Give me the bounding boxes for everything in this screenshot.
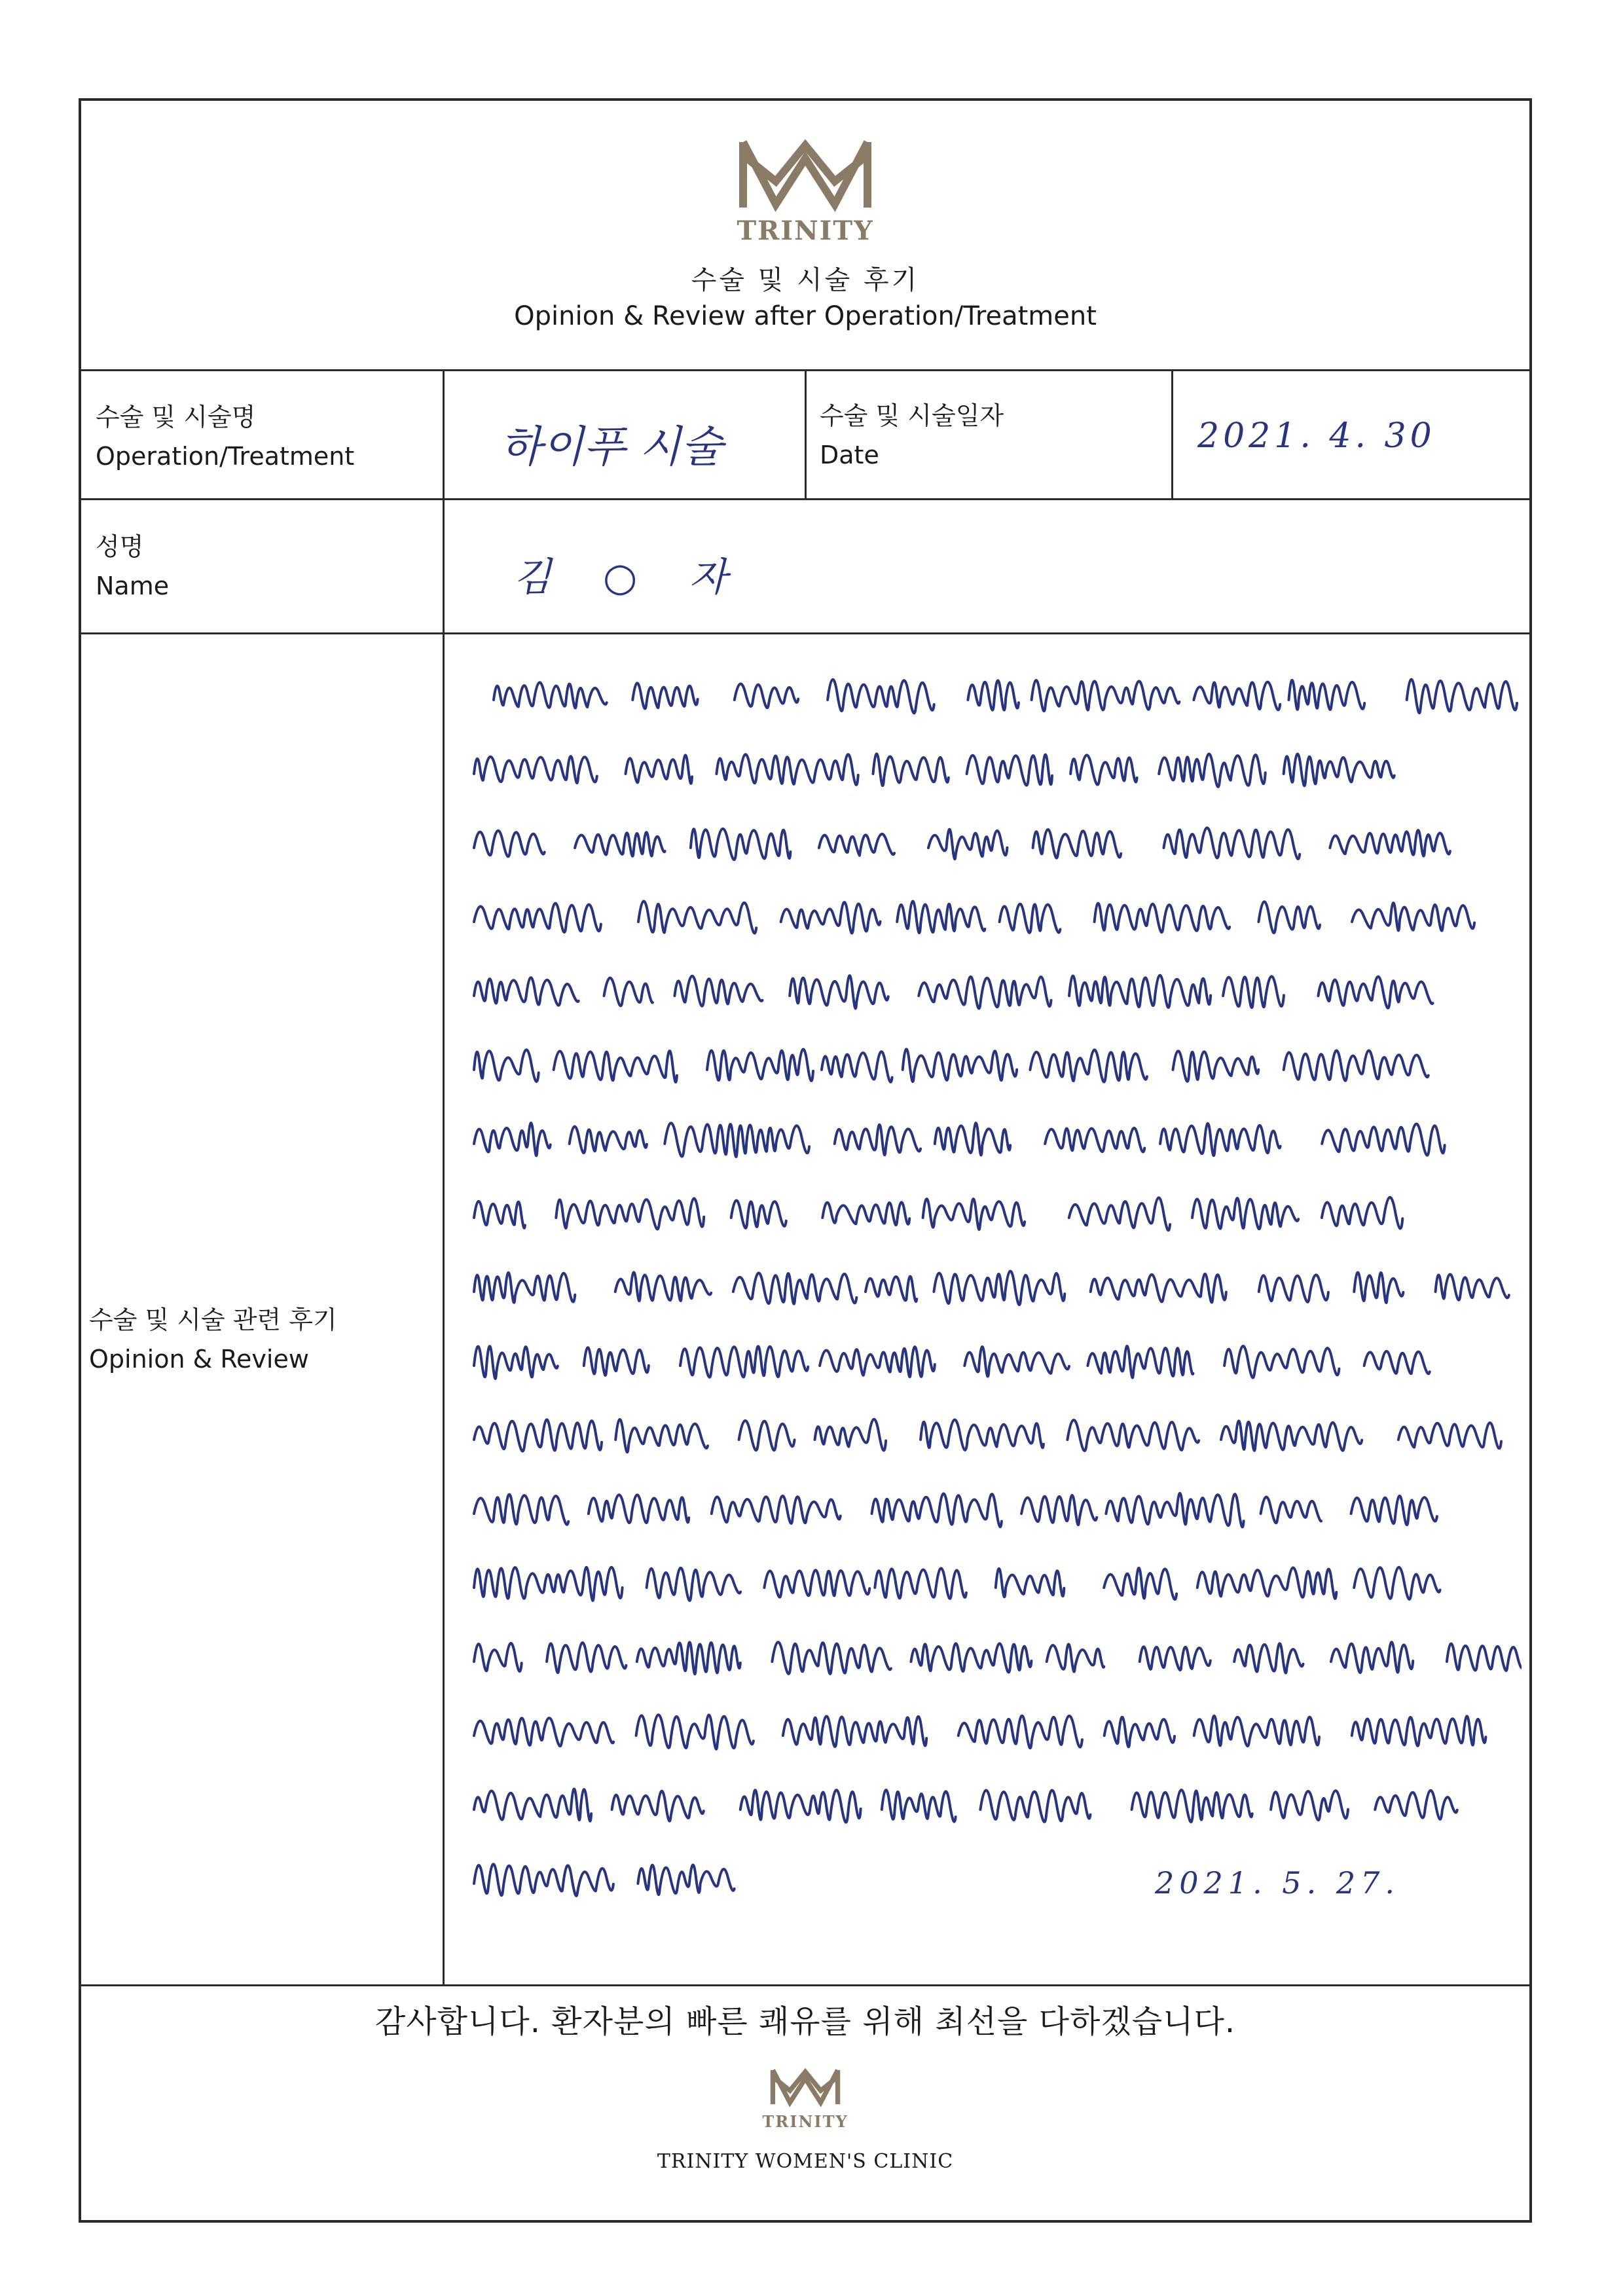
brand-name-small: TRINITY: [762, 2112, 848, 2131]
handwriting-word: [554, 1051, 677, 1082]
handwriting-word: [1330, 830, 1450, 856]
form-title-en: Opinion & Review after Operation/Treatment: [514, 301, 1097, 331]
handwriting-word: [1322, 1124, 1444, 1156]
handwriting-word: [474, 977, 579, 1006]
handwriting-word: [928, 829, 1007, 859]
handwriting-word: [474, 1273, 575, 1303]
handwriting-word: [873, 754, 949, 786]
handwriting-word: [897, 902, 985, 933]
crown-icon-small: [766, 2065, 845, 2112]
handwriting-word: [1159, 754, 1266, 787]
handwriting-word: [1087, 1346, 1193, 1377]
handwriting-word: [1354, 1567, 1440, 1599]
handwriting-word: [638, 1865, 734, 1895]
handwriting-word: [1095, 903, 1230, 932]
handwriting-word: [875, 1569, 966, 1599]
operation-label-en: Operation/Treatment: [96, 442, 355, 471]
date-label: [820, 395, 1004, 469]
form-frame: [79, 98, 1532, 2223]
handwriting-word: [1259, 1275, 1328, 1302]
handwriting-word: [903, 1049, 1017, 1082]
review-label-en: Opinion & Review: [89, 1345, 309, 1374]
handwriting-word: [691, 829, 791, 860]
handwriting-word: [1194, 682, 1280, 710]
handwriting-word: [1284, 754, 1395, 786]
column-divider: [1171, 369, 1173, 498]
name-label: [81, 500, 445, 632]
handwriting-word: [474, 1346, 558, 1379]
handwriting-word: [1284, 1051, 1429, 1081]
handwriting-word: [1351, 1496, 1437, 1525]
name-label-en: Name: [96, 572, 170, 600]
handwriting-word: [716, 754, 858, 785]
handwriting-word: [919, 977, 1051, 1009]
handwriting-word: [822, 1051, 892, 1082]
handwriting-word: [1000, 904, 1061, 933]
handwriting-word: [980, 1790, 1090, 1821]
handwriting-word: [935, 1123, 1010, 1155]
handwriting-word: [1070, 755, 1137, 784]
handwriting-word: [570, 1127, 647, 1153]
date-value: 2021. 4. 30: [1197, 416, 1436, 456]
handwriting-word: [1319, 977, 1433, 1008]
handwriting-word: [547, 1643, 626, 1673]
handwriting-word: [474, 1049, 539, 1082]
review-label-ko: 수술 및 시술 관련 후기: [89, 1305, 337, 1334]
handwriting-word: [1140, 1647, 1211, 1670]
handwriting-word: [781, 902, 881, 933]
handwriting-word: [612, 1791, 704, 1821]
review-handwriting: [461, 661, 1522, 1944]
operation-row: [81, 369, 1529, 500]
handwriting-word: [1069, 975, 1211, 1008]
handwriting-word: [733, 1273, 856, 1303]
handwriting-word: [1375, 1791, 1457, 1819]
handwriting-word: [707, 1049, 813, 1081]
handwriting-word: [474, 1495, 568, 1525]
handwriting-word: [1047, 1644, 1104, 1671]
handwriting-word: [1261, 1497, 1322, 1523]
handwriting-word: [615, 1419, 708, 1452]
handwriting-word: [921, 1420, 1044, 1450]
handwriting-word: [680, 1346, 808, 1377]
handwriting-word: [632, 683, 697, 708]
handwriting-word: [1045, 1128, 1144, 1152]
handwriting-word: [575, 832, 665, 856]
handwriting-word: [790, 975, 888, 1008]
handwriting-word: [1352, 1716, 1486, 1745]
handwriting-word: [638, 902, 756, 934]
handwriting-word: [819, 834, 894, 856]
handwriting-word: [1234, 1643, 1303, 1673]
handwriting-word: [923, 1199, 1025, 1230]
handwriting-word: [626, 756, 693, 784]
handwriting-word: [1104, 1568, 1176, 1599]
form-header: [81, 101, 1529, 371]
handwriting-word: [996, 1569, 1065, 1597]
handwriting-word: [1164, 828, 1300, 859]
handwriting-word: [866, 1277, 917, 1302]
handwriting-word: [1069, 1197, 1170, 1230]
brand-name: TRINITY: [737, 215, 874, 246]
handwriting-word: [911, 1643, 1032, 1672]
handwriting-word: [474, 1789, 591, 1821]
handwriting-word: [474, 1567, 623, 1601]
handwriting-word: [1352, 903, 1474, 931]
handwriting-word: [1364, 1351, 1430, 1374]
handwriting-word: [872, 1493, 1002, 1527]
handwriting-word: [735, 684, 798, 708]
handwriting-word: [712, 1496, 841, 1523]
handwriting-word: [474, 1123, 551, 1156]
handwriting-word: [1331, 1642, 1413, 1673]
handwriting-word: [665, 1123, 809, 1156]
handwriting-word: [474, 831, 545, 857]
handwriting-word: [589, 1495, 689, 1523]
handwriting-word: [822, 1202, 909, 1225]
handwriting-word: [772, 1642, 891, 1674]
review-row: [81, 634, 1529, 1986]
handwriting-word: [739, 1421, 795, 1450]
handwriting-word: [815, 1419, 886, 1451]
name-row: [81, 500, 1529, 634]
form-title-ko: 수술 및 시술 후기: [691, 265, 920, 295]
handwriting-word: [647, 1568, 741, 1601]
review-label: [81, 634, 445, 1984]
handwriting-word: [474, 903, 601, 932]
handwriting-word: [636, 1715, 754, 1749]
handwriting-word: [1104, 1717, 1175, 1747]
operation-label-ko: 수술 및 시술명: [96, 403, 256, 431]
handwriting-word: [958, 1716, 1082, 1748]
handwriting-word: [474, 1718, 613, 1746]
handwriting-word: [1173, 1051, 1259, 1081]
handwriting-word: [1033, 829, 1122, 858]
handwriting-word: [731, 1201, 786, 1228]
handwriting-word: [835, 1125, 921, 1155]
footer-message: 감사합니다. 환자분의 빠른 쾌유를 위해 최선을 다하겠습니다.: [374, 2003, 1236, 2040]
handwriting-word: [1224, 1346, 1339, 1377]
handwriting-word: [1197, 1568, 1336, 1599]
handwriting-word: [1030, 1050, 1147, 1082]
handwriting-word: [783, 1716, 926, 1746]
handwriting-word: [1021, 1495, 1097, 1525]
handwriting-word: [674, 976, 762, 1006]
column-divider: [805, 369, 807, 498]
handwriting-word: [474, 1643, 522, 1671]
handwriting-word: [1289, 680, 1365, 710]
handwriting-word: [1436, 1274, 1509, 1300]
handwriting-word: [764, 1570, 869, 1597]
handwriting-word: [1160, 1123, 1281, 1156]
handwriting-word: [556, 1199, 704, 1230]
handwriting-word: [474, 1201, 525, 1228]
date-label-en: Date: [820, 441, 879, 469]
handwriting-word: [474, 756, 597, 783]
handwriting-word: [1132, 1790, 1252, 1822]
clinic-name: TRINITY WOMEN'S CLINIC: [657, 2150, 954, 2173]
handwriting-word: [882, 1790, 956, 1821]
handwriting-word: [1271, 1791, 1348, 1820]
handwriting-word: [584, 1347, 649, 1376]
date-label-ko: 수술 및 시술일자: [820, 401, 1004, 430]
handwriting-word: [964, 1347, 1069, 1376]
handwriting-word: [1447, 1644, 1522, 1671]
handwriting-word: [967, 755, 1052, 786]
crown-icon: [730, 132, 881, 220]
handwriting-word: [1258, 902, 1320, 933]
handwriting-word: [1398, 1423, 1501, 1448]
handwriting-word: [1223, 976, 1284, 1008]
handwriting-word: [1091, 1274, 1226, 1303]
handwriting-word: [1407, 680, 1517, 713]
handwriting-word: [474, 1419, 602, 1451]
operation-value: 하이푸 시술: [500, 422, 723, 472]
handwriting-word: [1106, 1493, 1243, 1527]
handwriting-word: [1194, 1716, 1319, 1746]
name-label-ko: 성명: [96, 532, 144, 561]
handwriting-word: [1192, 1198, 1298, 1229]
handwriting-word: [828, 680, 934, 713]
handwriting-word: [1032, 680, 1180, 711]
handwriting-word: [494, 682, 607, 708]
handwriting-word: [968, 680, 1019, 710]
handwriting-word: [1354, 1273, 1403, 1303]
name-value: 김 ○ 자: [513, 555, 747, 600]
operation-label: [81, 369, 445, 498]
handwriting-word: [637, 1642, 740, 1674]
handwriting-word: [1322, 1197, 1402, 1229]
handwriting-word: [1067, 1420, 1199, 1451]
handwriting-word: [740, 1790, 861, 1822]
handwriting-word: [474, 1864, 613, 1895]
review-signed-date: 2021. 5. 27.: [1155, 1865, 1400, 1901]
handwriting-word: [820, 1347, 935, 1377]
handwriting-word: [1221, 1421, 1362, 1450]
handwriting-word: [604, 978, 653, 1006]
handwriting-word: [934, 1271, 1065, 1305]
handwriting-word: [615, 1272, 711, 1301]
